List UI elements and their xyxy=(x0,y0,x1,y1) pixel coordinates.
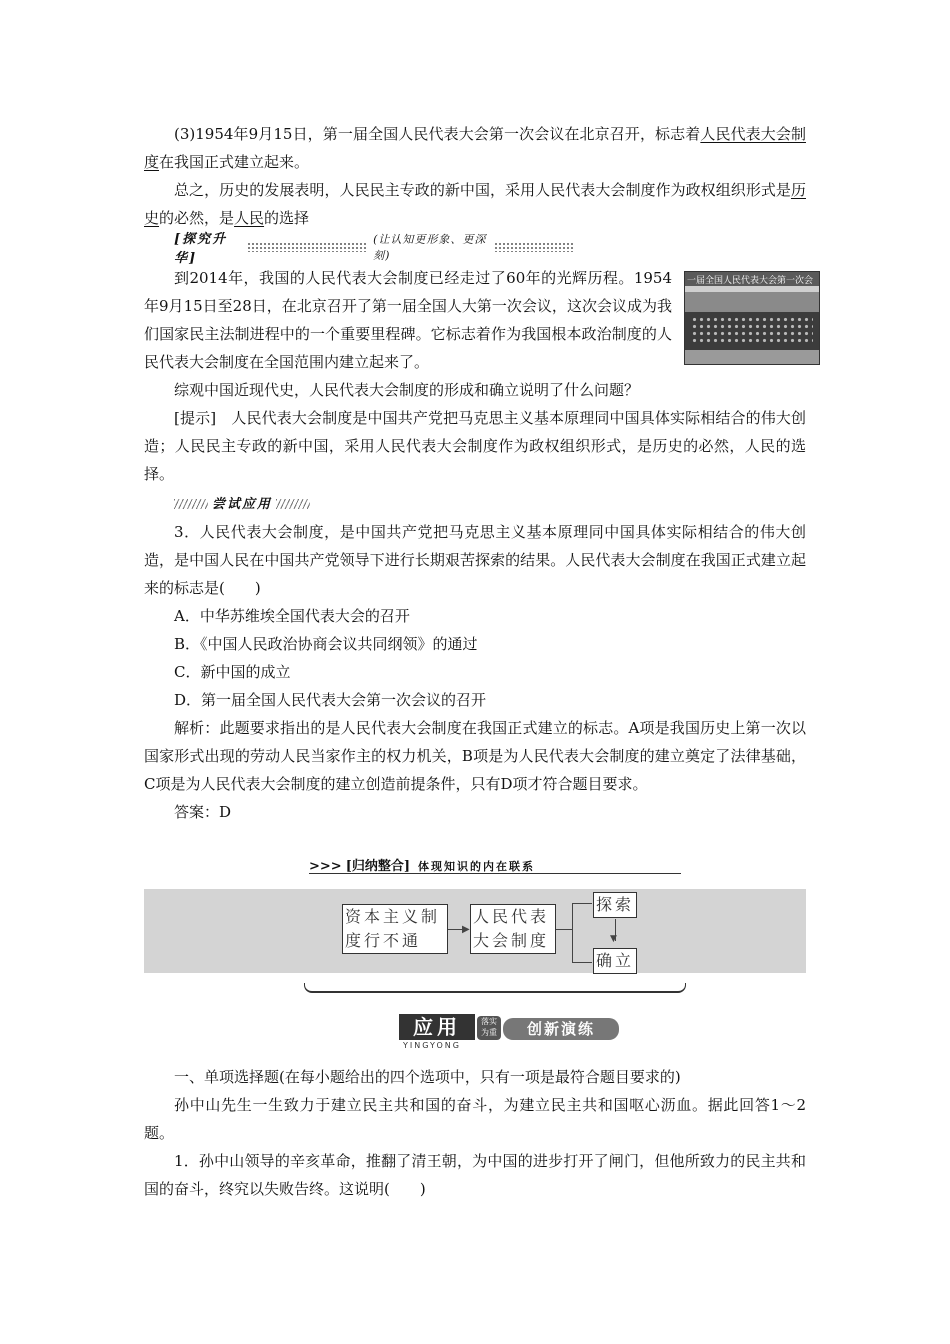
summary-header xyxy=(309,855,681,874)
congress-photo xyxy=(684,271,820,365)
underlined-term: 人民 xyxy=(234,209,265,227)
explore-header xyxy=(174,232,574,266)
intro-block xyxy=(144,120,806,232)
question-1: 1．孙中山领导的辛亥革命，推翻了清王朝，为中国的进步打开了闸门，但他所致力的民主共和国的奋斗，终究以失败告终。这说明( ) xyxy=(144,1152,806,1198)
intro-paragraph-1: (3)1954年9月15日，第一届全国人民代表大会第一次会议在北京召开，标志着人民代表大会制度在我国正式建立起来。 xyxy=(144,125,806,171)
box-npc-system: 人民代表 大会制度 xyxy=(470,904,556,954)
explore-hint: [提示] 人民代表大会制度是中国共产党把马克思主义基本原理同中国具体实际相结合的伟大创造；人民民主专政的新中国，采用人民代表大会制度作为政权组织形式，是历史的必然，人民的选择。 xyxy=(144,409,806,483)
branch-line xyxy=(572,903,592,904)
branch-line xyxy=(572,962,592,963)
question-3-block xyxy=(144,518,806,826)
exercise-heading: 一、单项选择题(在每小题给出的四个选项中，只有一项是最符合题目要求的) xyxy=(174,1068,681,1086)
explore-title: [探究升华] xyxy=(174,232,228,266)
option-a: A．中华苏维埃全国代表大会的召开 xyxy=(174,607,410,625)
answer: 答案：D xyxy=(174,803,232,821)
hatch-decoration xyxy=(174,499,208,509)
arrow-down-icon: ▼ xyxy=(610,934,617,944)
banner-main: 应用 xyxy=(399,1014,475,1040)
try-apply-header xyxy=(174,493,474,512)
underlined-term: 人民代表大会制度 xyxy=(144,125,806,171)
exercise-block xyxy=(144,1063,806,1203)
explore-text-block xyxy=(144,264,672,376)
apply-banner xyxy=(399,1010,619,1050)
intro-paragraph-2: 总之，历史的发展表明，人民民主专政的新中国，采用人民代表大会制度作为政权组织形式是历史的必然，是人民的选择 xyxy=(144,181,806,227)
option-d: D．第一届全国人民代表大会第一次会议的召开 xyxy=(174,691,487,709)
analysis: 解析：此题要求指出的是人民代表大会制度在我国正式建立的标志。A项是我国历史上第一次以国家形式出现的劳动人民当家作主的权力机关，B项是为人民代表大会制度的建立奠定了法律基础，C项是为人民代表大会制度的建立创造前提条件，只有D项才符合题目要求。 xyxy=(144,719,806,793)
arrow-head-icon: ▶ xyxy=(462,924,470,935)
dotted-divider xyxy=(247,242,367,252)
banner-mid: 落实 为重 xyxy=(477,1016,501,1040)
try-apply-title: 尝试应用 xyxy=(212,497,273,512)
banner-pinyin: YINGYONG xyxy=(403,1041,461,1050)
branch-line xyxy=(556,929,572,930)
option-b: B．《中国人民政治协商会议共同纲领》的通过 xyxy=(174,635,478,653)
photo-caption: 一届全国人民代表大会第一次会 xyxy=(687,276,814,286)
summary-arrows: >>> xyxy=(309,859,342,874)
summary-frame-bottom xyxy=(304,983,686,993)
explore-question: 综观中国近现代史，人民代表大会制度的形成和确立说明了什么问题？ xyxy=(174,381,640,399)
summary-title: [归纳整合] xyxy=(345,859,410,874)
photo-crowd xyxy=(691,316,813,344)
explore-text: 到2014年，我国的人民代表大会制度已经走过了60年的光辉历程。1954年9月15日至28日，在北京召开了第一届全国人大第一次会议，这次会议成为我们国家民主法制进程中的一个重要里程碑。它标志着作为我国根本政治制度的人民代表大会制度在全国范围内建立起来了。 xyxy=(144,269,672,371)
summary-diagram xyxy=(144,889,806,973)
summary-subtitle: 体现知识的内在联系 xyxy=(418,860,535,873)
box-capitalism: 资本主义制 度行不通 xyxy=(342,904,448,954)
exercise-context: 孙中山先生一生致力于建立民主共和国的奋斗，为建立民主共和国呕心沥血。据此回答1～2题。 xyxy=(144,1096,806,1142)
option-c: C．新中国的成立 xyxy=(174,663,291,681)
branch-line xyxy=(572,903,573,962)
dotted-divider xyxy=(494,242,574,252)
hatch-decoration xyxy=(276,499,310,509)
box-establish: 确立 xyxy=(593,948,637,974)
box-explore: 探索 xyxy=(593,892,637,918)
explore-note: (让认知更形象、更深刻) xyxy=(373,233,487,262)
explore-qa xyxy=(144,376,806,488)
banner-right: 创新演练 xyxy=(503,1018,619,1040)
question-3-stem: 3．人民代表大会制度，是中国共产党把马克思主义基本原理同中国具体实际相结合的伟大创造，是中国人民在中国共产党领导下进行长期艰苦探索的结果。人民代表大会制度在我国正式建立起来的标志是( ) xyxy=(144,523,806,597)
underlined-term: 历史 xyxy=(144,181,806,227)
